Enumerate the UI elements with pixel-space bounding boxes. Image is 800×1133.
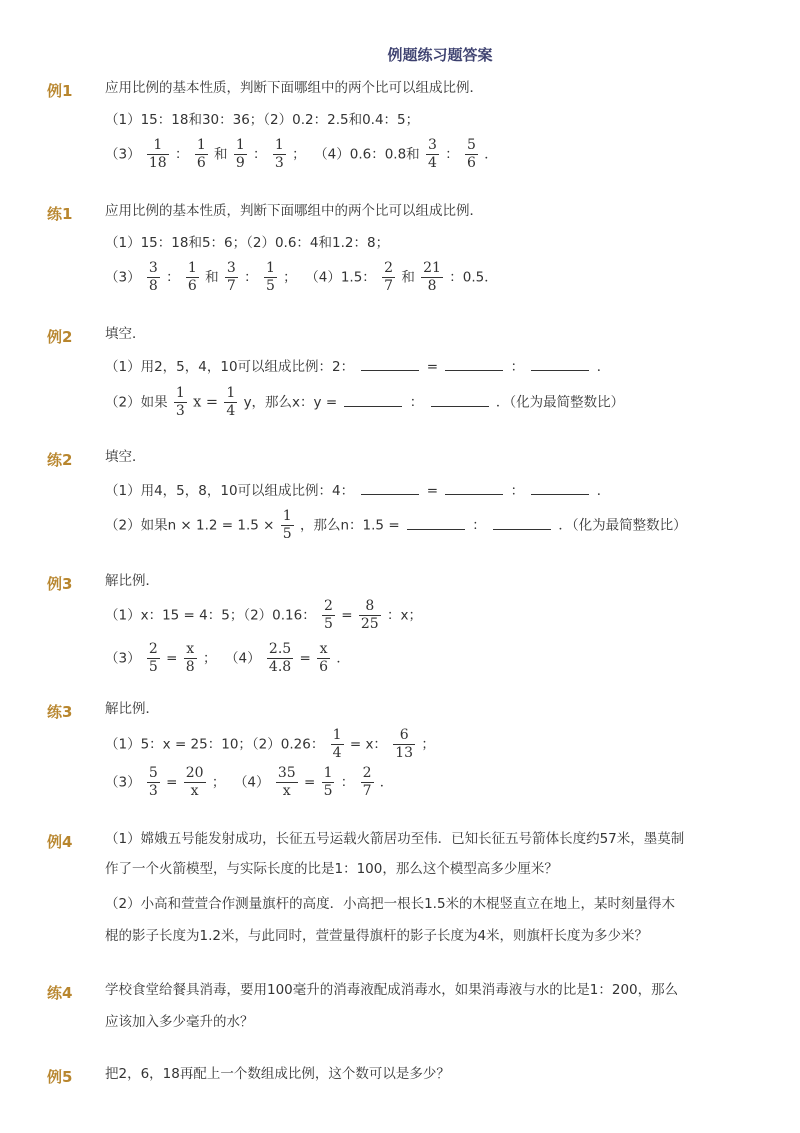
text: （3）: [105, 146, 141, 163]
fraction: $\frac{1}{6}$: [187, 260, 197, 294]
text: =: [303, 774, 316, 791]
fraction: $\frac{3}{4}$: [427, 137, 437, 171]
text: ；: [211, 774, 226, 791]
fraction: $\frac{8}{25}$: [360, 598, 379, 632]
practice-3-line-1: [105, 727, 435, 762]
fraction: $\frac{1}{4}$: [226, 385, 236, 419]
text: ．: [379, 774, 394, 791]
example-2-label: 例2: [47, 328, 73, 346]
example-5-label: 例5: [47, 1068, 73, 1086]
text: ：: [166, 269, 180, 286]
text: y，那么x：y =: [243, 394, 338, 411]
example-3-line-2: [105, 641, 350, 676]
example-5-line-1: 把2，6，18再配上一个数组成比例，这个数可以是多少？: [105, 1066, 450, 1082]
example-1-line-1: （1）15：18和30：36；（2）0.2：2.5和0.4：5；: [105, 112, 420, 128]
fraction: $\frac{x}{8}$: [185, 641, 195, 675]
text: ，那么n：1.5 =: [300, 517, 400, 534]
text: ．: [596, 359, 611, 375]
text: =: [341, 607, 353, 624]
text: ．: [336, 650, 350, 667]
fraction: $\frac{1}{18}$: [148, 137, 167, 171]
answer-blank[interactable]: [361, 357, 419, 371]
practice-1-line-2: [105, 260, 498, 295]
fraction: $\frac{5}{3}$: [148, 765, 158, 799]
example-1-line-2: [105, 137, 498, 172]
example-4-line-3: （2）小高和萱萱合作测量旗杆的高度．小高把一根长1.5米的木棍竖直立在地上，某时刻量得木: [105, 896, 676, 912]
fraction: $\frac{1}{5}$: [282, 508, 292, 542]
example-4-line-2: 作了一个火箭模型，与实际长度的比是1：100，那么这个模型高多少厘米？: [105, 861, 558, 877]
fraction: $\frac{1}{5}$: [323, 765, 333, 799]
example-3-line-1: [105, 598, 422, 633]
text: （1）用2，5，4，10可以组成比例：2：: [105, 359, 355, 375]
text: （3）: [105, 650, 141, 667]
fraction: $\frac{x}{6}$: [319, 641, 329, 675]
practice-4-line-2: 应该加入多少毫升的水？: [105, 1014, 254, 1030]
fraction: $\frac{2}{5}$: [324, 598, 333, 632]
text: ：: [340, 774, 355, 791]
text: （1）5：x = 25：10；（2）0.26：: [105, 736, 325, 753]
text: ：: [253, 146, 267, 163]
practice-3-question: 解比例．: [105, 701, 159, 717]
fraction: $\frac{3}{8}$: [148, 260, 158, 294]
example-2-question: 填空．: [105, 326, 146, 342]
answer-blank[interactable]: [407, 516, 465, 530]
text: =: [299, 650, 311, 667]
text: （3）: [105, 774, 141, 791]
text: ．: [484, 146, 498, 163]
practice-4-label: 练4: [47, 984, 73, 1002]
answer-blank[interactable]: [344, 393, 402, 407]
text: 和: [214, 146, 228, 163]
fraction: $\frac{1}{6}$: [196, 137, 206, 171]
text: （4）: [225, 650, 261, 667]
fraction: $\frac{21}{8}$: [423, 260, 441, 294]
practice-3-label: 练3: [47, 703, 73, 721]
practice-2-line-2: [105, 508, 687, 543]
practice-3-line-2: [105, 765, 393, 800]
fraction: $\frac{1}{5}$: [265, 260, 275, 294]
text: ：: [445, 146, 459, 163]
answer-blank[interactable]: [445, 357, 503, 371]
text: （1）x：15 = 4：5；（2）0.16：: [105, 607, 316, 624]
answer-blank[interactable]: [531, 481, 589, 495]
fraction: $\frac{1}{3}$: [175, 385, 185, 419]
text: ：: [510, 359, 525, 375]
text: ：: [472, 517, 486, 534]
text: （3）: [105, 269, 141, 286]
text: （4）1.5：: [305, 269, 376, 286]
text: x =: [193, 394, 219, 411]
text: 和: [205, 269, 219, 286]
example-3-label: 例3: [47, 575, 73, 593]
answer-blank[interactable]: [431, 393, 489, 407]
text: =: [426, 483, 439, 499]
example-4-line-1: （1）嫦娥五号能发射成功，长征五号运载火箭居功至伟．已知长征五号箭体长度约57米，墨莫制: [105, 831, 685, 847]
answer-blank[interactable]: [493, 516, 551, 530]
fraction: $\frac{6}{13}$: [395, 727, 414, 761]
text: ：: [175, 146, 189, 163]
fraction: $\frac{1}{4}$: [332, 727, 342, 761]
example-3-question: 解比例．: [105, 573, 159, 589]
fraction: $\frac{1}{9}$: [235, 137, 245, 171]
example-1-question: 应用比例的基本性质，判断下面哪组中的两个比可以组成比例．: [105, 80, 483, 96]
text: ：: [510, 483, 525, 499]
text: 和: [401, 269, 415, 286]
text: ：: [409, 394, 424, 411]
text: ；: [283, 269, 297, 286]
text: ；: [292, 146, 306, 163]
answer-blank[interactable]: [445, 481, 503, 495]
practice-2-question: 填空．: [105, 449, 146, 465]
text: ：: [244, 269, 258, 286]
fraction: $\frac{1}{3}$: [274, 137, 284, 171]
text: ．（化为最简整数比）: [495, 394, 625, 411]
text: = x：: [349, 736, 387, 753]
text: ；: [421, 736, 435, 753]
text: （2）如果: [105, 394, 168, 411]
answer-blank[interactable]: [361, 481, 419, 495]
fraction: $\frac{5}{6}$: [467, 137, 476, 171]
fraction: $\frac{35}{x}$: [277, 765, 296, 799]
text: =: [426, 359, 439, 375]
fraction: $\frac{2}{7}$: [362, 765, 372, 799]
fraction: $\frac{2.5}{4.8}$: [268, 641, 292, 675]
text: =: [166, 650, 178, 667]
fraction: $\frac{2}{7}$: [384, 260, 394, 294]
page-title: 例题练习题答案: [387, 46, 493, 64]
example-1-label: 例1: [47, 82, 73, 100]
practice-1-label: 练1: [47, 205, 73, 223]
practice-2-label: 练2: [47, 451, 73, 469]
fraction: $\frac{2}{5}$: [148, 641, 158, 675]
practice-1-question: 应用比例的基本性质，判断下面哪组中的两个比可以组成比例．: [105, 203, 483, 219]
answer-blank[interactable]: [531, 357, 589, 371]
text: （1）用4，5，8，10可以组成比例：4：: [105, 483, 355, 499]
text: ．（化为最简整数比）: [558, 517, 687, 534]
text: （2）如果n × 1.2 = 1.5 ×: [105, 517, 275, 534]
example-4-line-4: 棍的影子长度为1.2米，与此同时，萱萱量得旗杆的影子长度为4米，则旗杆长度为多少米？: [105, 928, 649, 944]
text: ．: [596, 483, 611, 499]
fraction: $\frac{20}{x}$: [185, 765, 204, 799]
example-4-label: 例4: [47, 833, 73, 851]
practice-1-line-1: （1）15：18和5：6；（2）0.6：4和1.2：8；: [105, 235, 390, 251]
example-2-line-1: [105, 357, 610, 377]
example-2-line-2: [105, 385, 624, 420]
fraction: $\frac{3}{7}$: [226, 260, 236, 294]
text: ；: [202, 650, 217, 667]
text: （4）: [233, 774, 270, 791]
text: =: [166, 774, 178, 791]
text: ：0.5．: [449, 269, 498, 286]
text: （4）0.6：0.8和: [314, 146, 420, 163]
practice-4-line-1: 学校食堂给餐具消毒，要用100毫升的消毒液配成消毒水，如果消毒液与水的比是1：200，那么: [105, 982, 679, 998]
text: ：x；: [386, 607, 422, 624]
practice-2-line-1: [105, 481, 610, 501]
